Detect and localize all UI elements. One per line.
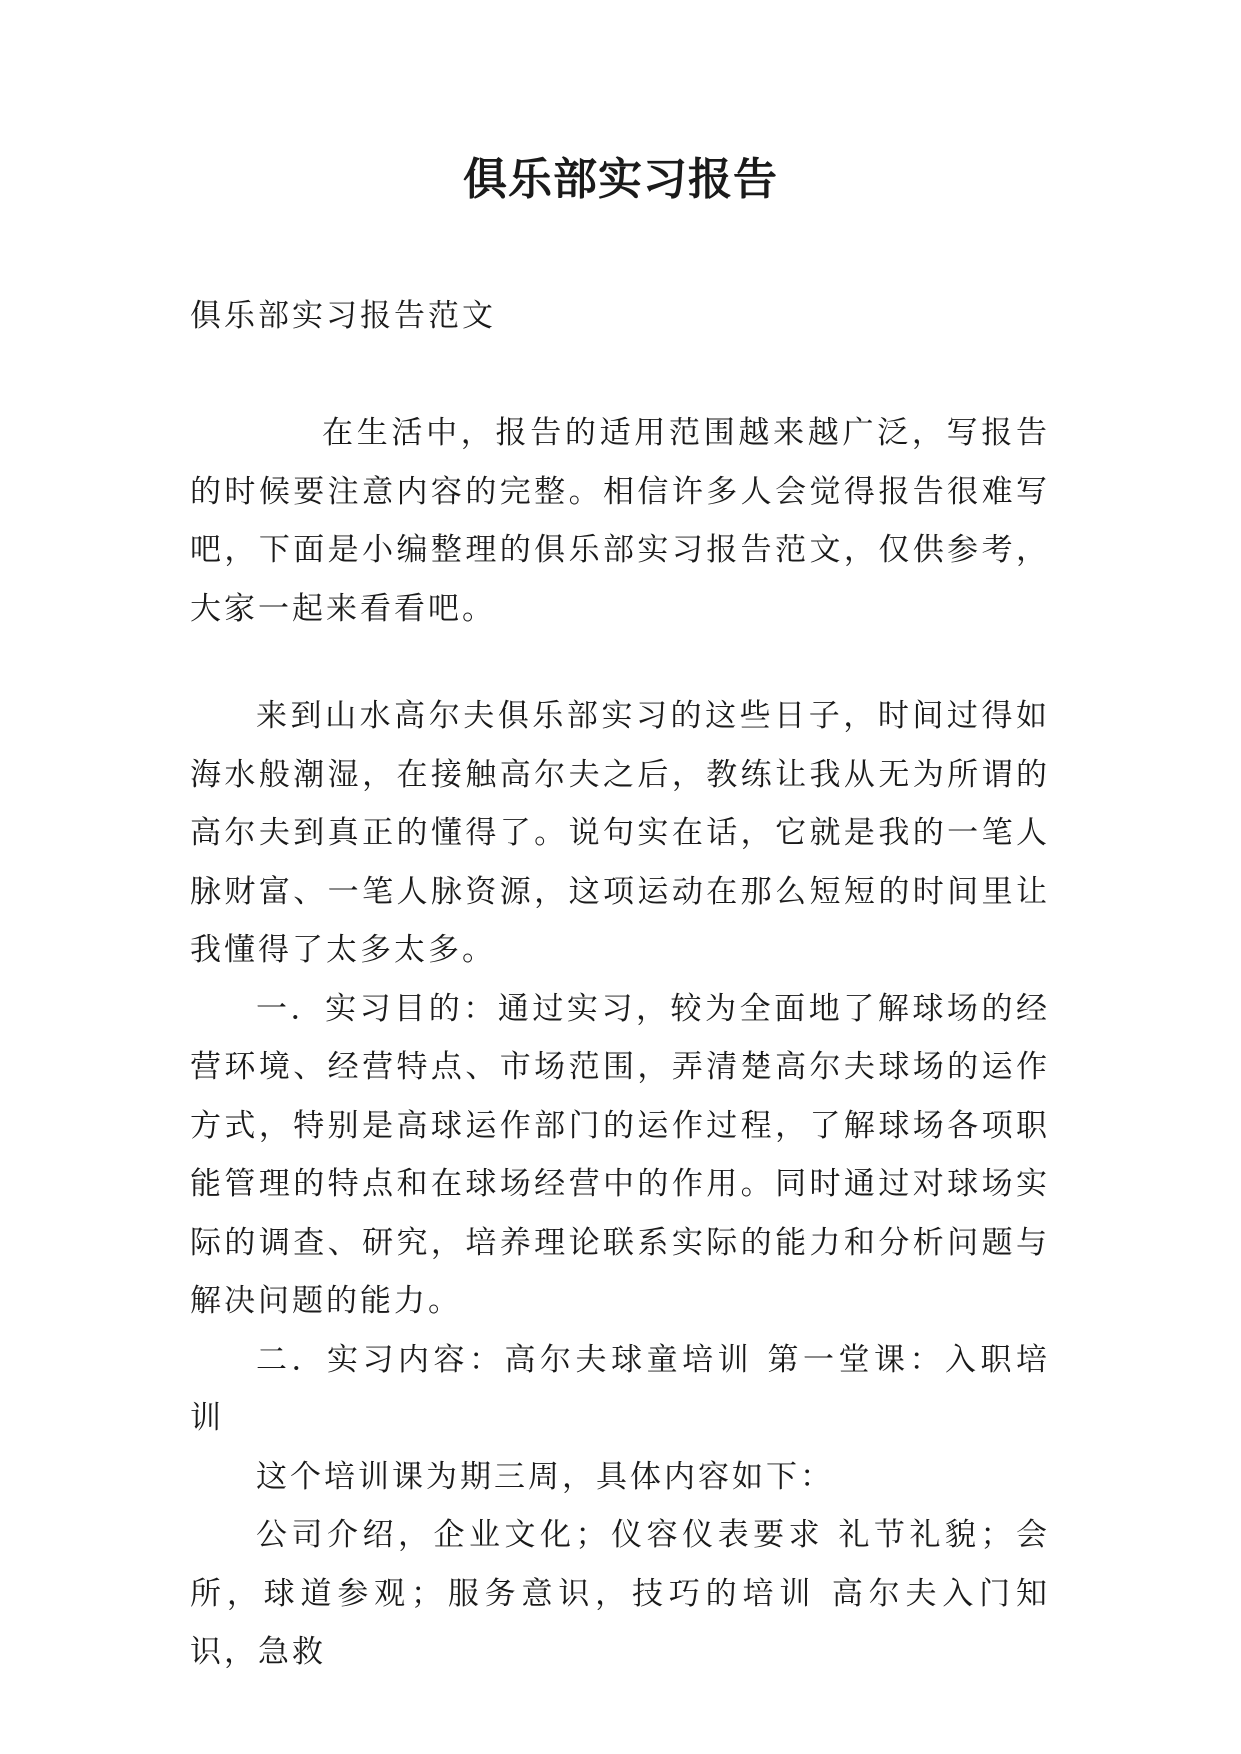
paragraph-experience: 来到山水高尔夫俱乐部实习的这些日子，时间过得如海水般潮湿，在接触高尔夫之后，教练让我从无为所谓的高尔夫到真正的懂得了。说句实在话，它就是我的一笔人脉财富、一笔人脉资源，这项运动在那么短短的时间里让我懂得了太多太多。 <box>190 698 1050 968</box>
paragraph-details: 公司介绍，企业文化；仪容仪表要求 礼节礼貌；会所，球道参观；服务意识，技巧的培训 高尔夫入门知识，急救 <box>190 1517 1050 1670</box>
body-content <box>190 687 1050 1682</box>
paragraph-purpose: 一．实习目的：通过实习，较为全面地了解球场的经营环境、经营特点、市场范围，弄清楚高尔夫球场的运作方式，特别是高球运作部门的运作过程，了解球场各项职能管理的特点和在球场经营中的作用。同时通过对球场实际的调查、研究，培养理论联系实际的能力和分析问题与解决问题的能力。 <box>190 990 1050 1319</box>
intro-paragraph: 在生活中，报告的适用范围越来越广泛，写报告的时候要注意内容的完整。相信许多人会觉得报告很难写吧，下面是小编整理的俱乐部实习报告范文，仅供参考，大家一起来看看吧。 <box>190 415 1050 627</box>
document-subtitle: 俱乐部实习报告范文 <box>190 298 496 334</box>
document-title: 俱乐部实习报告 <box>463 154 778 205</box>
paragraph-content: 二．实习内容：高尔夫球童培训 第一堂课：入职培训 <box>190 1341 1050 1436</box>
paragraph-duration: 这个培训课为期三周，具体内容如下： <box>256 1458 834 1495</box>
